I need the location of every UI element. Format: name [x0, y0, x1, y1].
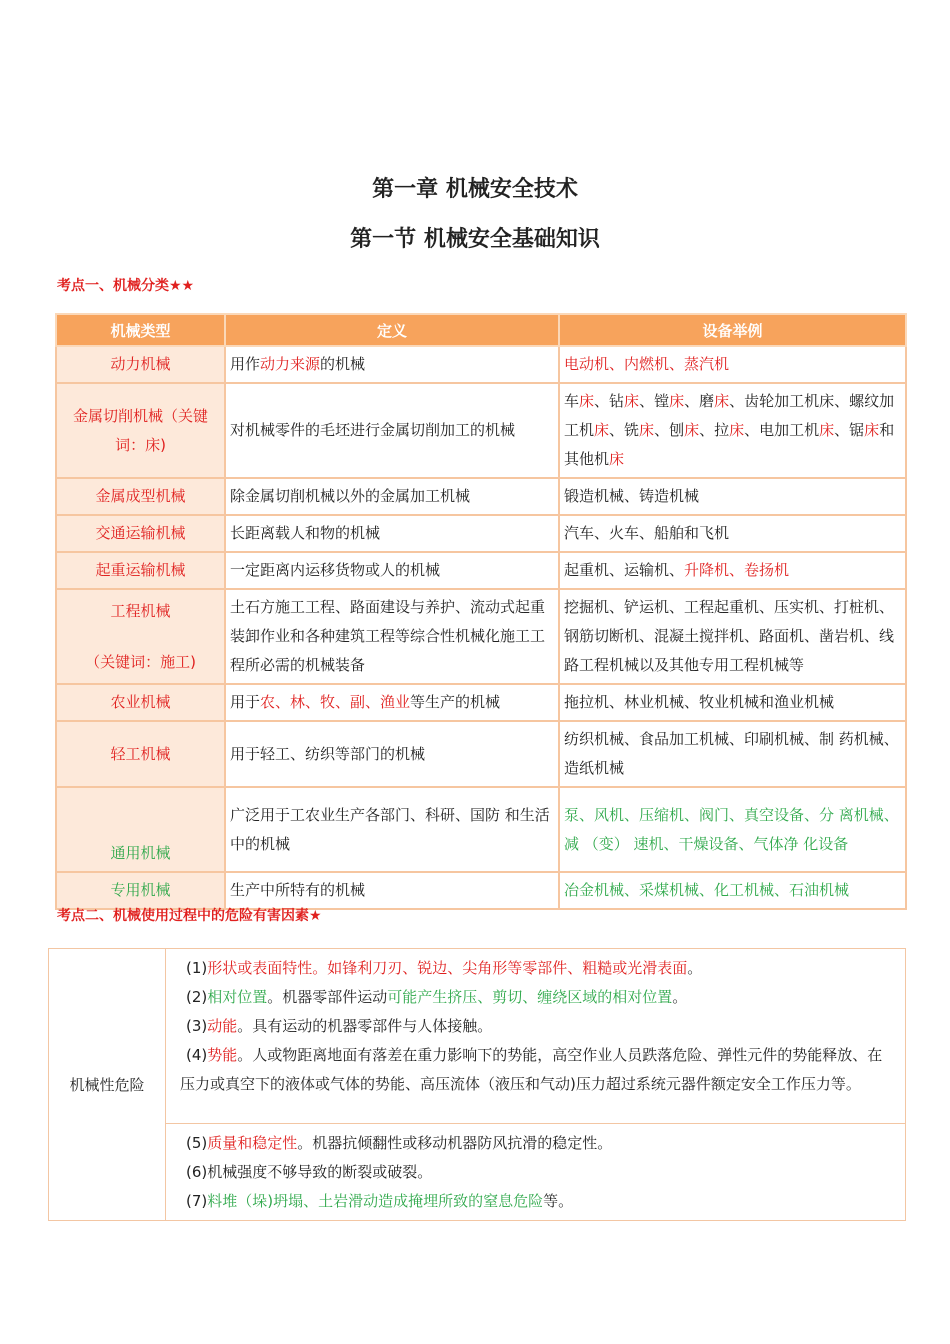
type-cell: 农业机械: [56, 684, 225, 721]
hazard-label: 机械性危险: [49, 949, 166, 1221]
hazard-item: (5)质量和稳定性。机器抗倾翻性或移动机器防风抗滑的稳定性。: [186, 1134, 613, 1152]
hazard-item: (6)机械强度不够导致的断裂或破裂。: [186, 1163, 433, 1181]
table-row: [56, 872, 906, 909]
table-row: [49, 1124, 906, 1221]
examples-cell: 纺织机械、食品加工机械、印刷机械、制 药机械、造纸机械: [559, 721, 906, 787]
definition-cell: 除金属切削机械以外的金属加工机械: [225, 478, 559, 515]
table-row: [56, 684, 906, 721]
table-row: [56, 515, 906, 552]
type-cell: 动力机械: [56, 346, 225, 383]
examples-cell: 汽车、火车、船舶和飞机: [559, 515, 906, 552]
table-row: [56, 346, 906, 383]
type-cell: 起重运输机械: [56, 552, 225, 589]
mechanical-hazard-table: [48, 948, 906, 1221]
table-row: [56, 589, 906, 684]
type-cell: 金属切削机械（关键词：床): [56, 383, 225, 478]
hazard-item: (1)形状或表面特性。如锋利刀刃、锐边、尖角形等零部件、粗糙或光滑表面。: [186, 959, 703, 977]
hazard-items-bottom: [166, 1124, 906, 1221]
definition-cell: 广泛用于工农业生产各部门、科研、国防 和生活中的机械: [225, 787, 559, 872]
examples-cell: 电动机、内燃机、蒸汽机: [559, 346, 906, 383]
type-cell: 交通运输机械: [56, 515, 225, 552]
table-row: [56, 478, 906, 515]
point-2-heading: 考点二、机械使用过程中的危险有害因素★: [57, 908, 322, 924]
definition-cell: 对机械零件的毛坯进行金属切削加工的机械: [225, 383, 559, 478]
definition-cell: 长距离载人和物的机械: [225, 515, 559, 552]
section-title: 第一节 机械安全基础知识: [350, 227, 600, 252]
header-type: 机械类型: [56, 314, 225, 346]
examples-cell: 挖掘机、铲运机、工程起重机、压实机、打桩机、钢筋切断机、混凝土搅拌机、路面机、凿岩机、线路工程机械以及其他专用工程机械等: [559, 589, 906, 684]
examples-cell: 冶金机械、采煤机械、化工机械、石油机械: [559, 872, 906, 909]
table-header-row: [56, 314, 906, 346]
examples-cell: 拖拉机、林业机械、牧业机械和渔业机械: [559, 684, 906, 721]
table-row: [56, 721, 906, 787]
definition-cell: 一定距离内运移货物或人的机械: [225, 552, 559, 589]
table-row: [49, 949, 906, 1124]
definition-cell: 用作动力来源的机械: [225, 346, 559, 383]
hazard-item: (7)料堆（垛)坍塌、土岩滑动造成掩埋所致的窒息危险等。: [186, 1192, 574, 1210]
type-cell: 专用机械: [56, 872, 225, 909]
type-cell: 金属成型机械: [56, 478, 225, 515]
header-examples: 设备举例: [559, 314, 906, 346]
definition-cell: 用于农、林、牧、副、渔业等生产的机械: [225, 684, 559, 721]
type-cell: 通用机械: [56, 787, 225, 872]
type-cell: 工程机械 （关键词：施工): [56, 589, 225, 684]
definition-cell: 土石方施工工程、路面建设与养护、流动式起重装卸作业和各种建筑工程等综合性机械化施工工程所必需的机械装备: [225, 589, 559, 684]
table-row: [56, 552, 906, 589]
type-cell: 轻工机械: [56, 721, 225, 787]
header-definition: 定义: [225, 314, 559, 346]
chapter-title: 第一章 机械安全技术: [372, 177, 578, 202]
examples-cell: 起重机、运输机、升降机、卷扬机: [559, 552, 906, 589]
examples-cell: 锻造机械、铸造机械: [559, 478, 906, 515]
table-row: [56, 383, 906, 478]
table-row: [56, 787, 906, 872]
examples-cell: 车床、钻床、镗床、磨床、齿轮加工机床、螺纹加工机床、铣床、刨床、拉床、电加工机床、锯床和其他机床: [559, 383, 906, 478]
point-1-heading: 考点一、机械分类★★: [57, 278, 195, 294]
hazard-item: (4)势能。人或物距离地面有落差在重力影响下的势能，高空作业人员跌落危险、弹性元件的势能释放、在压力或真空下的液体或气体的势能、高压流体（液压和气动)压力超过系统元器件额定安全工作压力等。: [180, 1046, 883, 1093]
examples-cell: 泵、风机、压缩机、阀门、真空设备、分 离机械、减 （变） 速机、干燥设备、气体净 化设备: [559, 787, 906, 872]
definition-cell: 用于轻工、纺织等部门的机械: [225, 721, 559, 787]
machine-classification-table: [55, 313, 907, 910]
hazard-items-top: [166, 949, 906, 1124]
hazard-item: (2)相对位置。机器零部件运动可能产生挤压、剪切、缠绕区域的相对位置。: [186, 988, 688, 1006]
definition-cell: 生产中所特有的机械: [225, 872, 559, 909]
hazard-item: (3)动能。具有运动的机器零部件与人体接触。: [186, 1017, 493, 1035]
